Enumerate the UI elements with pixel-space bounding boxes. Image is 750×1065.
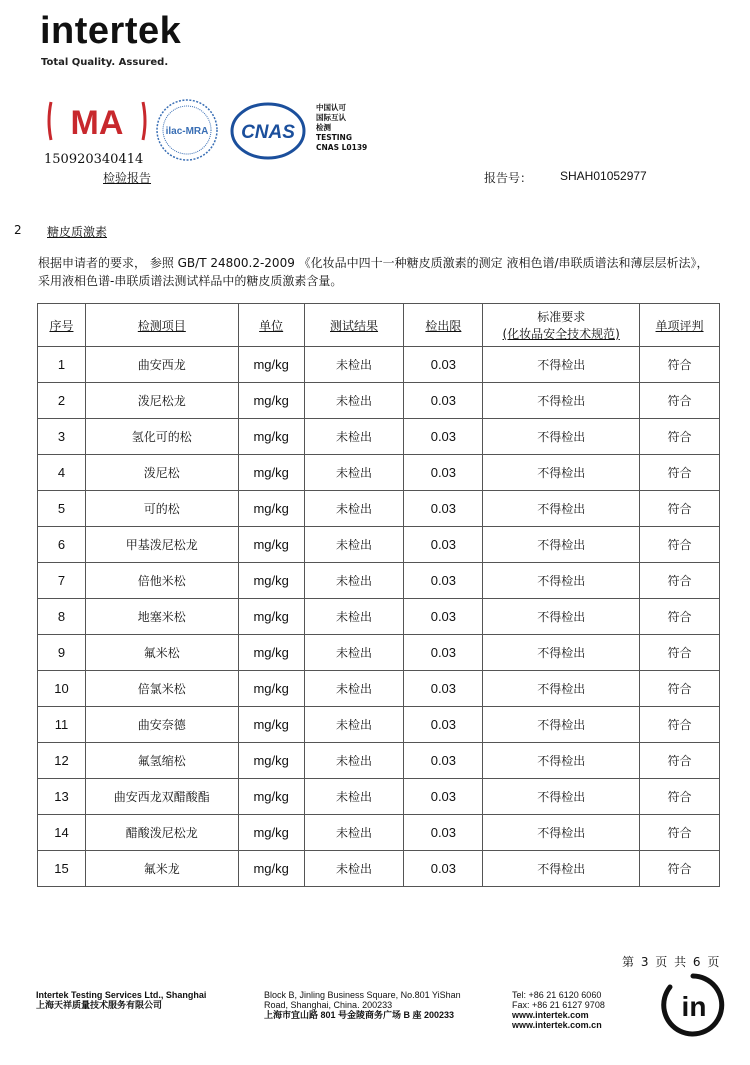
intertek-logo: intertek — [40, 10, 182, 52]
cell-seq: 1 — [38, 347, 86, 383]
cell-unit: mg/kg — [238, 635, 304, 671]
cell-unit: mg/kg — [238, 383, 304, 419]
cell-result: 未检出 — [304, 851, 404, 887]
cell-item: 氢化可的松 — [85, 419, 238, 455]
cell-seq: 9 — [38, 635, 86, 671]
cell-seq: 6 — [38, 527, 86, 563]
cnas-letters: CNAS — [241, 122, 295, 143]
cell-result: 未检出 — [304, 815, 404, 851]
cell-verdict: 符合 — [640, 527, 720, 563]
cell-verdict: 符合 — [640, 599, 720, 635]
cell-unit: mg/kg — [238, 671, 304, 707]
report-number: SHAH01052977 — [560, 169, 647, 183]
table-row — [38, 347, 720, 383]
section-title: 糖皮质激素 — [47, 225, 108, 239]
header-unit: 单位 — [238, 304, 304, 347]
cell-item: 地塞米松 — [85, 599, 238, 635]
cell-verdict: 符合 — [640, 491, 720, 527]
cell-standard: 不得检出 — [483, 419, 640, 455]
cell-standard: 不得检出 — [483, 851, 640, 887]
cell-unit: mg/kg — [238, 563, 304, 599]
header-seq: 序号 — [38, 304, 86, 347]
cell-result: 未检出 — [304, 671, 404, 707]
ma-letters: MA — [70, 104, 124, 142]
table-row — [38, 707, 720, 743]
cell-standard: 不得检出 — [483, 743, 640, 779]
cell-standard: 不得检出 — [483, 599, 640, 635]
table-row — [38, 815, 720, 851]
cell-item: 醋酸泼尼松龙 — [85, 815, 238, 851]
cell-verdict: 符合 — [640, 347, 720, 383]
cell-result: 未检出 — [304, 419, 404, 455]
cell-seq: 11 — [38, 707, 86, 743]
cell-limit: 0.03 — [404, 491, 483, 527]
cell-item: 氟米龙 — [85, 851, 238, 887]
table-row — [38, 851, 720, 887]
cell-standard: 不得检出 — [483, 347, 640, 383]
cell-item: 氟米松 — [85, 635, 238, 671]
cell-verdict: 符合 — [640, 383, 720, 419]
intertek-in-badge-icon — [660, 972, 726, 1038]
table-row — [38, 419, 720, 455]
table-row — [38, 743, 720, 779]
cell-verdict: 符合 — [640, 671, 720, 707]
header-standard: 标准要求 (化妆品安全技术规范) — [483, 304, 640, 347]
table-row — [38, 635, 720, 671]
results-table — [37, 303, 720, 887]
cell-seq: 15 — [38, 851, 86, 887]
page-number: 第 3 页 共 6 页 — [622, 955, 720, 969]
cell-unit: mg/kg — [238, 707, 304, 743]
cell-seq: 2 — [38, 383, 86, 419]
report-title: 检验报告 — [103, 171, 152, 185]
cell-result: 未检出 — [304, 635, 404, 671]
header-verdict: 单项评判 — [640, 304, 720, 347]
cell-unit: mg/kg — [238, 599, 304, 635]
cell-unit: mg/kg — [238, 491, 304, 527]
cell-unit: mg/kg — [238, 419, 304, 455]
cell-verdict: 符合 — [640, 455, 720, 491]
cell-standard: 不得检出 — [483, 779, 640, 815]
cma-seal-logo — [45, 96, 149, 146]
cell-standard: 不得检出 — [483, 671, 640, 707]
cell-unit: mg/kg — [238, 815, 304, 851]
cell-limit: 0.03 — [404, 563, 483, 599]
cell-verdict: 符合 — [640, 707, 720, 743]
cell-limit: 0.03 — [404, 383, 483, 419]
header-item: 检测项目 — [85, 304, 238, 347]
table-header-row — [38, 304, 720, 347]
cell-result: 未检出 — [304, 527, 404, 563]
cell-result: 未检出 — [304, 347, 404, 383]
cell-item: 泼尼松龙 — [85, 383, 238, 419]
cell-item: 甲基泼尼松龙 — [85, 527, 238, 563]
section-number: 2 — [14, 223, 22, 237]
cell-result: 未检出 — [304, 563, 404, 599]
table-row — [38, 599, 720, 635]
cell-verdict: 符合 — [640, 635, 720, 671]
cell-verdict: 符合 — [640, 851, 720, 887]
table-row — [38, 455, 720, 491]
cell-limit: 0.03 — [404, 599, 483, 635]
cell-item: 可的松 — [85, 491, 238, 527]
cell-item: 曲安奈德 — [85, 707, 238, 743]
cell-unit: mg/kg — [238, 779, 304, 815]
cell-limit: 0.03 — [404, 347, 483, 383]
table-row — [38, 527, 720, 563]
cell-result: 未检出 — [304, 779, 404, 815]
cell-limit: 0.03 — [404, 779, 483, 815]
report-number-label: 报告号： — [484, 171, 533, 185]
cell-verdict: 符合 — [640, 743, 720, 779]
cell-seq: 8 — [38, 599, 86, 635]
cell-standard: 不得检出 — [483, 527, 640, 563]
cell-limit: 0.03 — [404, 671, 483, 707]
cell-standard: 不得检出 — [483, 635, 640, 671]
cell-result: 未检出 — [304, 455, 404, 491]
cell-unit: mg/kg — [238, 743, 304, 779]
cell-standard: 不得检出 — [483, 455, 640, 491]
cell-limit: 0.03 — [404, 707, 483, 743]
cell-limit: 0.03 — [404, 419, 483, 455]
cell-standard: 不得检出 — [483, 563, 640, 599]
cell-standard: 不得检出 — [483, 491, 640, 527]
cnas-logo — [230, 102, 306, 160]
footer-address: Block B, Jinling Business Square, No.801 YiShan Road, Shanghai, China. 200233 上海市宜山路 801 号金陵商务广场 B 座 200233 — [264, 990, 461, 1020]
ma-certificate-number: 150920340414 — [44, 152, 144, 167]
cell-unit: mg/kg — [238, 455, 304, 491]
cell-result: 未检出 — [304, 491, 404, 527]
cell-verdict: 符合 — [640, 419, 720, 455]
cell-seq: 4 — [38, 455, 86, 491]
cell-item: 泼尼松 — [85, 455, 238, 491]
cell-limit: 0.03 — [404, 815, 483, 851]
cell-limit: 0.03 — [404, 851, 483, 887]
cell-verdict: 符合 — [640, 779, 720, 815]
table-row — [38, 779, 720, 815]
cell-item: 倍氯米松 — [85, 671, 238, 707]
footer-company: Intertek Testing Services Ltd., Shanghai 上海天祥质量技术服务有限公司 — [36, 990, 207, 1010]
ilac-mra-logo — [155, 98, 219, 162]
cell-item: 倍他米松 — [85, 563, 238, 599]
ilac-text: ilac-MRA — [165, 126, 209, 137]
intro-paragraph: 根据申请者的要求， 参照 GB/T 24800.2-2009 《化妆品中四十一种糖皮质激素的测定 液相色谱/串联质谱法和薄层层析法》，采用液相色谱-串联质谱法测试样品中的糖皮质激素含量。 — [38, 256, 709, 288]
cell-item: 曲安西龙 — [85, 347, 238, 383]
table-row — [38, 383, 720, 419]
cell-unit: mg/kg — [238, 851, 304, 887]
cell-limit: 0.03 — [404, 455, 483, 491]
cell-seq: 12 — [38, 743, 86, 779]
cell-unit: mg/kg — [238, 527, 304, 563]
cell-limit: 0.03 — [404, 527, 483, 563]
cell-seq: 5 — [38, 491, 86, 527]
cell-result: 未检出 — [304, 599, 404, 635]
cell-seq: 3 — [38, 419, 86, 455]
svg-text:in: in — [681, 991, 707, 1022]
cell-result: 未检出 — [304, 383, 404, 419]
cnas-accreditation-text: 中国认可 国际互认 检测 TESTING CNAS L0139 — [316, 103, 368, 152]
cell-seq: 7 — [38, 563, 86, 599]
cell-seq: 13 — [38, 779, 86, 815]
header-result: 测试结果 — [304, 304, 404, 347]
footer-contact: Tel: +86 21 6120 6060 Fax: +86 21 6127 9708 www.intertek.com www.intertek.com.cn — [512, 990, 605, 1030]
cell-seq: 10 — [38, 671, 86, 707]
cell-standard: 不得检出 — [483, 707, 640, 743]
cell-limit: 0.03 — [404, 743, 483, 779]
cell-item: 曲安西龙双醋酸酯 — [85, 779, 238, 815]
cell-verdict: 符合 — [640, 815, 720, 851]
cell-unit: mg/kg — [238, 347, 304, 383]
tagline: Total Quality. Assured. — [41, 57, 169, 68]
table-row — [38, 491, 720, 527]
cell-seq: 14 — [38, 815, 86, 851]
cell-result: 未检出 — [304, 743, 404, 779]
header-limit: 检出限 — [404, 304, 483, 347]
cell-standard: 不得检出 — [483, 815, 640, 851]
table-row — [38, 563, 720, 599]
table-row — [38, 671, 720, 707]
cell-standard: 不得检出 — [483, 383, 640, 419]
cell-verdict: 符合 — [640, 563, 720, 599]
cell-limit: 0.03 — [404, 635, 483, 671]
cell-result: 未检出 — [304, 707, 404, 743]
cell-item: 氟氢缩松 — [85, 743, 238, 779]
